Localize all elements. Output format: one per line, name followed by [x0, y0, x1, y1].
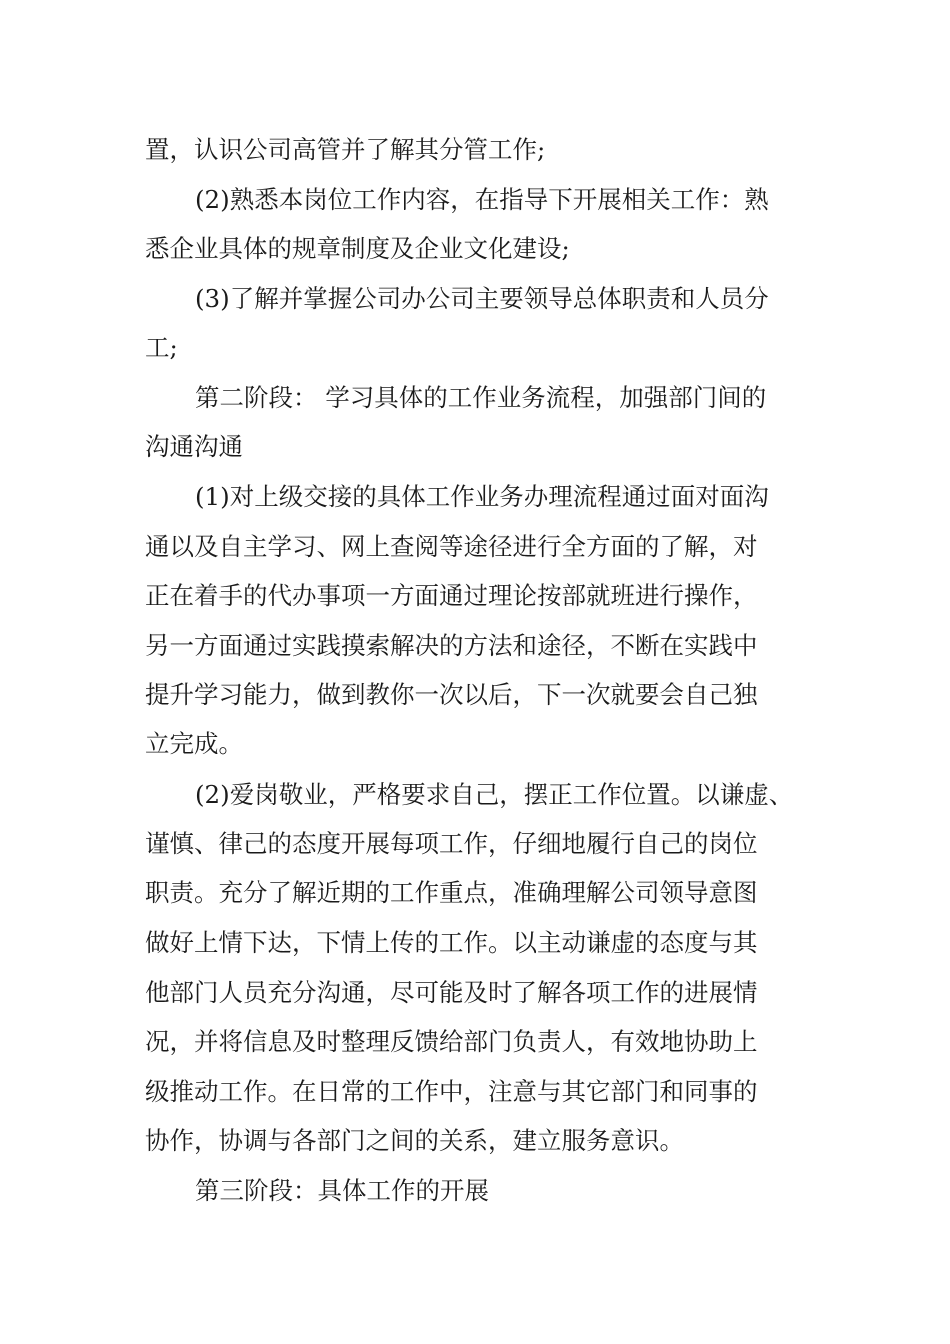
text-line: 况，并将信息及时整理反馈给部门负责人，有效地协助上	[145, 1027, 758, 1056]
text-line: 职责。充分了解近期的工作重点，准确理解公司领导意图	[145, 878, 758, 907]
text-line: 正在着手的代办事项一方面通过理论按部就班进行操作，	[145, 581, 758, 610]
text-line: 他部门人员充分沟通，尽可能及时了解各项工作的进展情	[145, 978, 758, 1007]
section-heading: 第三阶段：具体工作的开展	[195, 1176, 489, 1205]
text-line: 悉企业具体的规章制度及企业文化建设;	[145, 234, 570, 263]
text-line: 通以及自主学习、网上查阅等途径进行全方面的了解，对	[145, 532, 758, 561]
text-line: (2)熟悉本岗位工作内容，在指导下开展相关工作：熟	[195, 185, 769, 214]
text-line: 另一方面通过实践摸索解决的方法和途径，不断在实践中	[145, 631, 758, 660]
text-line: (3)了解并掌握公司办公司主要领导总体职责和人员分	[195, 284, 769, 313]
text-line: 提升学习能力，做到教你一次以后，下一次就要会自己独	[145, 680, 758, 709]
text-line: 协作，协调与各部门之间的关系，建立服务意识。	[145, 1126, 684, 1155]
section-heading: 第二阶段： 学习具体的工作业务流程，加强部门间的	[195, 383, 767, 412]
text-line: 级推动工作。在日常的工作中，注意与其它部门和同事的	[145, 1077, 758, 1106]
text-line: 谨慎、律己的态度开展每项工作，仔细地履行自己的岗位	[145, 829, 758, 858]
text-line: (2)爱岗敬业，严格要求自己，摆正工作位置。以谦虚、	[195, 780, 794, 809]
text-line: 沟通沟通	[145, 432, 243, 461]
text-line: 置，认识公司高管并了解其分管工作;	[145, 135, 546, 164]
text-line: 工;	[145, 333, 178, 362]
text-line: 立完成。	[145, 729, 243, 758]
text-line: 做好上情下达，下情上传的工作。以主动谦虚的态度与其	[145, 928, 758, 957]
text-line: (1)对上级交接的具体工作业务办理流程通过面对面沟	[195, 482, 769, 511]
